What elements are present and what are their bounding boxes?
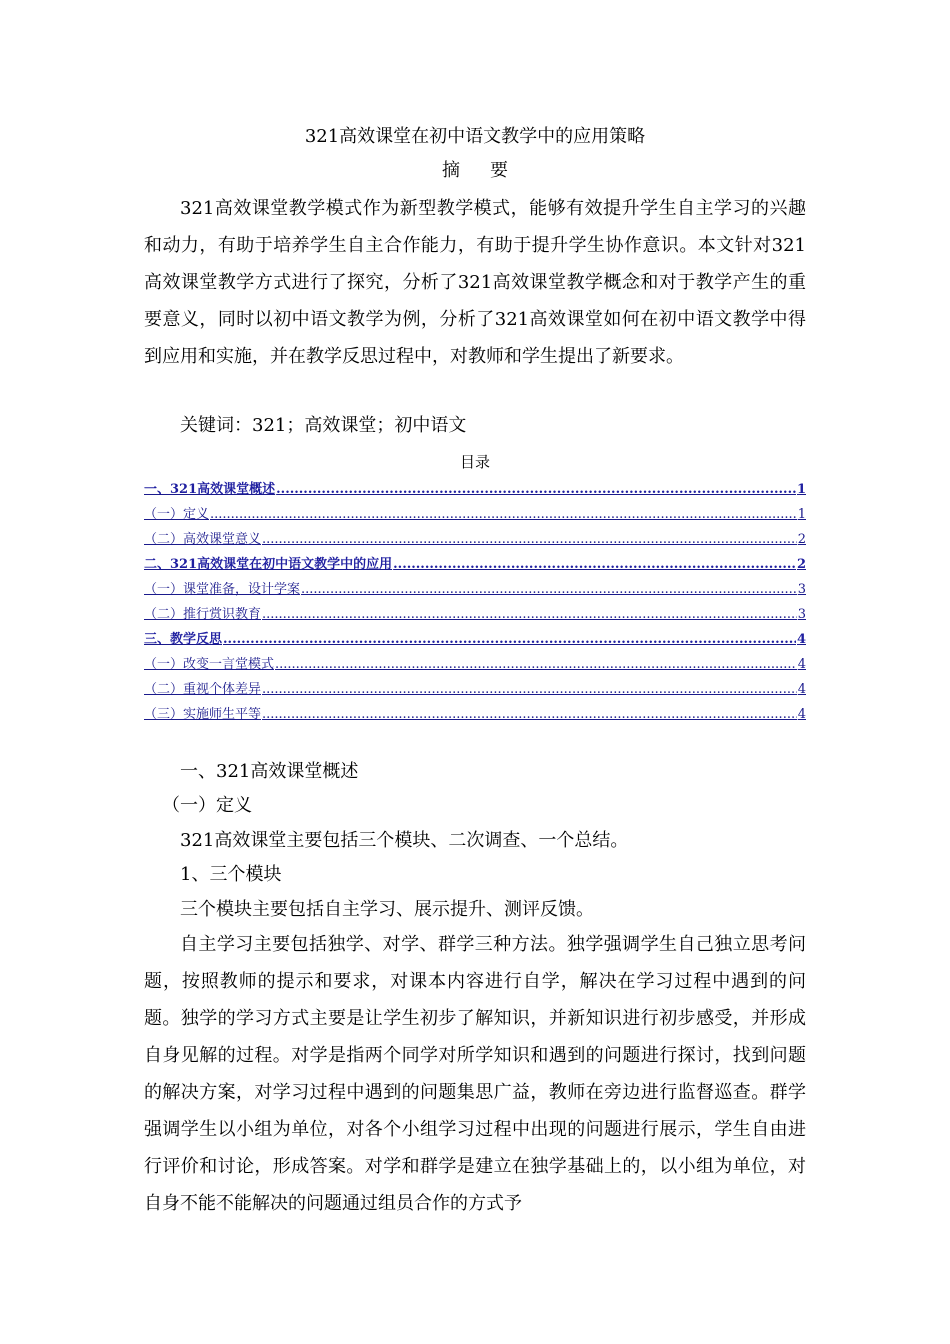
body-paragraph: 321高效课堂主要包括三个模块、二次调查、一个总结。 — [180, 830, 629, 851]
toc-entry[interactable] — [144, 478, 806, 503]
toc-entry-label: 一、321高效课堂概述 — [144, 482, 276, 497]
toc-entry-label: （二）推行赏识教育 — [144, 607, 262, 622]
toc-entry[interactable] — [144, 628, 806, 653]
toc-entry[interactable] — [144, 578, 806, 603]
toc-entry-page: 4 — [796, 632, 806, 647]
toc-entry-page: 4 — [797, 657, 806, 672]
toc-entry-label: （一）定义 — [144, 507, 210, 522]
toc-leader-dots — [275, 657, 797, 672]
toc-title: 目录 — [459, 453, 490, 471]
toc-entry-page: 1 — [796, 482, 806, 497]
abstract-heading: 摘要 — [442, 160, 538, 181]
abstract-paragraph: 321高效课堂教学模式作为新型教学模式，能够有效提升学生自主学习的兴趣和动力，有助于培养学生自主合作能力，有助于提升学生协作意识。本文针对321高效课堂教学方式进行了探究，分析了321高效课堂教学概念和对于教学产生的重要意义，同时以初中语文教学为例，分析了321高效课堂如何在初中语文教学中得到应用和实施，并在教学反思过程中，对教师和学生提出了新要求。 — [144, 198, 806, 367]
subsection-heading: （一）定义 — [162, 795, 252, 816]
toc-entry[interactable] — [144, 503, 806, 528]
document-title: 321高效课堂在初中语文教学中的应用策略 — [304, 126, 646, 147]
toc-leader-dots — [262, 682, 797, 697]
toc-entry-label: （一）课堂准备，设计学案 — [144, 582, 301, 597]
toc-entry[interactable] — [144, 553, 806, 578]
toc-leader-dots — [210, 507, 797, 522]
toc-entry-page: 3 — [797, 582, 806, 597]
toc-entry-label: （一）改变一言堂模式 — [144, 657, 275, 672]
body-paragraph: 三个模块主要包括自主学习、展示提升、测评反馈。 — [180, 899, 594, 920]
toc-entry[interactable] — [144, 678, 806, 703]
toc-entry-label: 三、教学反思 — [144, 632, 223, 647]
toc-leader-dots — [262, 707, 797, 722]
toc-entry-page: 1 — [797, 507, 806, 522]
toc-leader-dots — [276, 482, 796, 497]
toc-leader-dots — [223, 632, 796, 647]
toc-leader-dots — [301, 582, 797, 597]
keywords: 关键词：321；高效课堂；初中语文 — [180, 415, 467, 436]
toc-entry-page: 4 — [797, 682, 806, 697]
toc-leader-dots — [393, 557, 796, 572]
toc-entry-label: 二、321高效课堂在初中语文教学中的应用 — [144, 557, 393, 572]
toc-entry[interactable] — [144, 703, 806, 728]
toc-entry[interactable] — [144, 653, 806, 678]
toc-entry-label: （三）实施师生平等 — [144, 707, 262, 722]
item-heading: 1、三个模块 — [180, 864, 282, 885]
toc-entry-label: （二）高效课堂意义 — [144, 532, 262, 547]
toc-entry-page: 3 — [797, 607, 806, 622]
toc-entry-label: （二）重视个体差异 — [144, 682, 262, 697]
toc-leader-dots — [262, 607, 797, 622]
section-heading: 一、321高效课堂概述 — [180, 761, 359, 782]
toc-entry-page: 2 — [797, 532, 806, 547]
table-of-contents — [144, 478, 806, 728]
toc-entry[interactable] — [144, 528, 806, 553]
toc-entry[interactable] — [144, 603, 806, 628]
toc-leader-dots — [262, 532, 797, 547]
body-paragraph: 自主学习主要包括独学、对学、群学三种方法。独学强调学生自己独立思考问题，按照教师的提示和要求，对课本内容进行自学，解决在学习过程中遇到的问题。独学的学习方式主要是让学生初步了解知识，并新知识进行初步感受，并形成自身见解的过程。对学是指两个同学对所学知识和遇到的问题进行探讨，找到问题的解决方案，对学习过程中遇到的问题集思广益，教师在旁边进行监督巡查。群学强调学生以小组为单位，对各个小组学习过程中出现的问题进行展示，学生自由进行评价和讨论，形成答案。对学和群学是建立在独学基础上的，以小组为单位，对自身不能不能解决的问题通过组员合作的方式予 — [144, 934, 806, 1214]
toc-entry-page: 4 — [797, 707, 806, 722]
toc-entry-page: 2 — [796, 557, 806, 572]
